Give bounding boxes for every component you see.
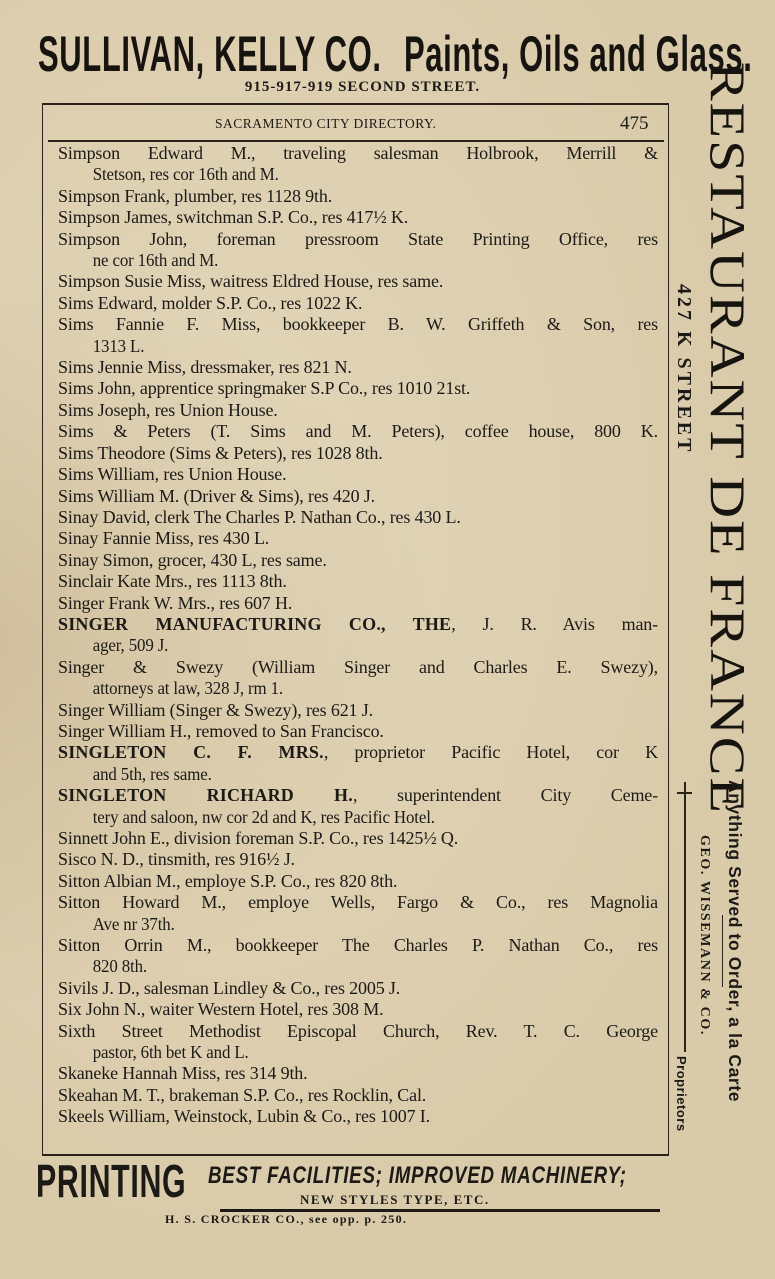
directory-entry xyxy=(58,314,658,357)
entry-text: Sims William M. (Driver & Sims), res 420 J. xyxy=(58,485,375,506)
entry-line xyxy=(58,357,658,378)
entry-line xyxy=(58,785,658,806)
side-ad-rule xyxy=(684,782,686,1052)
entry-text: ager, 509 J. xyxy=(92,635,169,656)
directory-entry xyxy=(58,742,658,785)
entry-text: Sims Joseph, res Union House. xyxy=(58,399,278,420)
side-ad-tagline: Anything Served to Order, a la Carte xyxy=(725,780,745,1103)
entry-line xyxy=(58,1085,658,1106)
entry-text: Sixth Street Methodist Episcopal Church, Rev. T. C. George xyxy=(58,1020,658,1041)
entry-continuation-line xyxy=(58,1042,621,1063)
entry-line xyxy=(58,999,658,1020)
side-ad-short-rule xyxy=(722,915,723,987)
entry-text: Sinay Simon, grocer, 430 L, res same. xyxy=(58,549,327,570)
entry-text: Simpson John, foreman pressroom State Printing Office, res xyxy=(58,228,658,249)
directory-entry xyxy=(58,486,658,507)
directory-entry xyxy=(58,464,658,485)
entry-text: Sims William, res Union House. xyxy=(58,464,287,485)
entry-continuation-line xyxy=(58,956,621,977)
entry-text: Sinay Fannie Miss, res 430 L. xyxy=(58,528,270,549)
directory-entry xyxy=(58,186,658,207)
entry-line xyxy=(58,1021,658,1042)
directory-entries xyxy=(58,143,658,1128)
directory-entry xyxy=(58,593,658,614)
entry-text: Sims & Peters (T. Sims and M. Peters), coffee house, 800 K. xyxy=(58,421,658,442)
entry-line xyxy=(58,507,658,528)
entry-text: ne cor 16th and M. xyxy=(92,250,219,271)
entry-text: Sitton Howard M., employe Wells, Fargo & Co., res Magnolia xyxy=(58,892,658,913)
entry-line xyxy=(58,207,658,228)
entry-continuation-line xyxy=(58,164,621,185)
side-ad-rule-tick xyxy=(677,792,692,794)
directory-entry xyxy=(58,1106,658,1127)
entry-text: Skeels William, Weinstock, Lubin & Co., res 1007 I. xyxy=(58,1106,430,1127)
page-number: 475 xyxy=(620,113,649,134)
entry-text: , superintendent City Ceme- xyxy=(352,785,658,806)
entry-text: Skaneke Hannah Miss, res 314 9th. xyxy=(58,1063,308,1084)
directory-entry xyxy=(58,700,658,721)
directory-entry xyxy=(58,1063,658,1084)
directory-entry xyxy=(58,357,658,378)
entry-text: Sivils J. D., salesman Lindley & Co., res 2005 J. xyxy=(58,977,401,998)
entry-bold-name: SINGLETON C. F. MRS. xyxy=(58,742,324,763)
side-ad-owner: GEO. WISSEMANN & CO. xyxy=(697,835,712,1036)
directory-entry xyxy=(58,571,658,592)
entry-text: Sims Theodore (Sims & Peters), res 1028 8th. xyxy=(58,442,383,463)
directory-entry xyxy=(58,935,658,978)
entry-text: Singer William (Singer & Swezy), res 621 J. xyxy=(58,699,373,720)
footer-ad-headline: PRINTING xyxy=(36,1155,187,1207)
directory-entry xyxy=(58,443,658,464)
directory-entry xyxy=(58,721,658,742)
entry-text: Singer & Swezy (William Singer and Charles E. Swezy), xyxy=(58,656,658,677)
entry-line xyxy=(58,849,658,870)
directory-entry xyxy=(58,207,658,228)
entry-line xyxy=(58,828,658,849)
side-ad-owner-title: Proprietors xyxy=(674,1056,689,1132)
entry-text: Sisco N. D., tinsmith, res 916½ J. xyxy=(58,849,295,870)
directory-entry xyxy=(58,849,658,870)
directory-entry xyxy=(58,528,658,549)
directory-entry xyxy=(58,614,658,657)
entry-continuation-line xyxy=(58,807,621,828)
entry-text: 820 8th. xyxy=(92,956,147,977)
entry-line xyxy=(58,700,658,721)
entry-text: Sinay David, clerk The Charles P. Nathan Co., res 430 L. xyxy=(58,506,461,527)
entry-text: pastor, 6th bet K and L. xyxy=(92,1042,249,1063)
entry-line xyxy=(58,657,658,678)
entry-line xyxy=(58,550,658,571)
directory-entry xyxy=(58,421,658,442)
entry-line xyxy=(58,143,658,164)
entry-line xyxy=(58,186,658,207)
directory-entry xyxy=(58,293,658,314)
entry-line xyxy=(58,742,658,763)
entry-continuation-line xyxy=(58,764,621,785)
directory-entry xyxy=(58,229,658,272)
directory-entry xyxy=(58,1021,658,1064)
entry-line xyxy=(58,935,658,956)
entry-text: Singer William H., removed to San Francisco. xyxy=(58,720,384,741)
entry-line xyxy=(58,378,658,399)
entry-line xyxy=(58,464,658,485)
entry-line xyxy=(58,314,658,335)
header-company-name: SULLIVAN, KELLY CO. xyxy=(38,26,382,82)
header-address: 915-917-919 SECOND STREET. xyxy=(244,79,481,95)
entry-continuation-line xyxy=(58,250,621,271)
entry-text: Sinnett John E., division foreman S.P. Co., res 1425½ Q. xyxy=(58,828,459,848)
directory-entry xyxy=(58,1085,658,1106)
directory-entry xyxy=(58,999,658,1020)
entry-text: Sims John, apprentice springmaker S.P Co., res 1010 21st. xyxy=(58,378,471,399)
entry-line xyxy=(58,871,658,892)
entry-continuation-line xyxy=(58,336,621,357)
directory-entry xyxy=(58,785,658,828)
entry-continuation-line xyxy=(58,678,621,699)
entry-bold-name: SINGER MANUFACTURING CO., THE xyxy=(58,613,452,634)
side-ad-restaurant-name: RESTAURANT DE FRANCE xyxy=(700,62,756,815)
entry-line xyxy=(58,421,658,442)
entry-text: Sitton Orrin M., bookkeeper The Charles P. Nathan Co., res xyxy=(58,935,658,956)
entry-line xyxy=(58,614,658,635)
entry-line xyxy=(58,593,658,614)
entry-text: Singer Frank W. Mrs., res 607 H. xyxy=(58,592,293,613)
directory-entry xyxy=(58,828,658,849)
entry-line xyxy=(58,1063,658,1084)
footer-ad-slogan: BEST FACILITIES; IMPROVED MACHINERY; xyxy=(208,1162,627,1189)
entry-text: Simpson Edward M., traveling salesman Holbrook, Merrill & xyxy=(58,143,658,163)
directory-entry xyxy=(58,892,658,935)
entry-bold-name: SINGLETON RICHARD H. xyxy=(58,785,353,806)
footer-ad-company: H. S. CROCKER CO., see opp. p. 250. xyxy=(165,1212,408,1226)
entry-text: Sims Jennie Miss, dressmaker, res 821 N. xyxy=(58,357,352,378)
entry-text: attorneys at law, 328 J, rm 1. xyxy=(92,678,284,699)
directory-entry xyxy=(58,271,658,292)
header-rule xyxy=(48,140,664,142)
entry-text: Stetson, res cor 16th and M. xyxy=(92,164,279,185)
directory-entry xyxy=(58,657,658,700)
side-ad-address: 427 K STREET xyxy=(673,284,695,455)
entry-text: Six John N., waiter Western Hotel, res 308 M. xyxy=(58,999,384,1020)
entry-continuation-line xyxy=(58,635,621,656)
entry-line xyxy=(58,978,658,999)
entry-line xyxy=(58,229,658,250)
entry-text: , proprietor Pacific Hotel, cor K xyxy=(323,742,658,763)
entry-line xyxy=(58,528,658,549)
entry-line xyxy=(58,892,658,913)
entry-text: and 5th, res same. xyxy=(92,763,212,784)
entry-line xyxy=(58,1106,658,1127)
entry-text: Sims Fannie F. Miss, bookkeeper B. W. Griffeth & Son, res xyxy=(58,314,658,335)
entry-line xyxy=(58,293,658,314)
entry-text: 1313 L. xyxy=(92,335,145,356)
entry-text: Simpson Susie Miss, waitress Eldred House, res same. xyxy=(58,271,444,292)
entry-text: , J. R. Avis man- xyxy=(451,613,658,634)
footer-ad-subline: NEW STYLES TYPE, ETC. xyxy=(300,1192,490,1207)
entry-line xyxy=(58,443,658,464)
entry-text: Simpson James, switchman S.P. Co., res 417½ K. xyxy=(58,207,409,228)
directory-entry xyxy=(58,400,658,421)
header-advertisement xyxy=(38,26,753,82)
directory-entry xyxy=(58,507,658,528)
directory-entry xyxy=(58,143,658,186)
entry-continuation-line xyxy=(58,914,621,935)
entry-line xyxy=(58,271,658,292)
entry-line xyxy=(58,721,658,742)
entry-text: Sitton Albian M., employe S.P. Co., res 820 8th. xyxy=(58,870,398,891)
entry-text: Simpson Frank, plumber, res 1128 9th. xyxy=(58,185,333,206)
entry-line xyxy=(58,400,658,421)
entry-text: Sims Edward, molder S.P. Co., res 1022 K. xyxy=(58,292,363,313)
entry-text: Skeahan M. T., brakeman S.P. Co., res Rocklin, Cal. xyxy=(58,1084,427,1105)
running-head-title: SACRAMENTO CITY DIRECTORY. xyxy=(215,116,437,131)
directory-entry xyxy=(58,550,658,571)
header-products: Paints, Oils and Glass. xyxy=(403,26,753,82)
entry-text: Sinclair Kate Mrs., res 1113 8th. xyxy=(58,571,287,592)
directory-entry xyxy=(58,871,658,892)
entry-text: tery and saloon, nw cor 2d and K, res Pacific Hotel. xyxy=(92,806,435,827)
directory-entry xyxy=(58,378,658,399)
entry-text: Ave nr 37th. xyxy=(92,913,175,934)
entry-line xyxy=(58,571,658,592)
directory-entry xyxy=(58,978,658,999)
entry-line xyxy=(58,486,658,507)
